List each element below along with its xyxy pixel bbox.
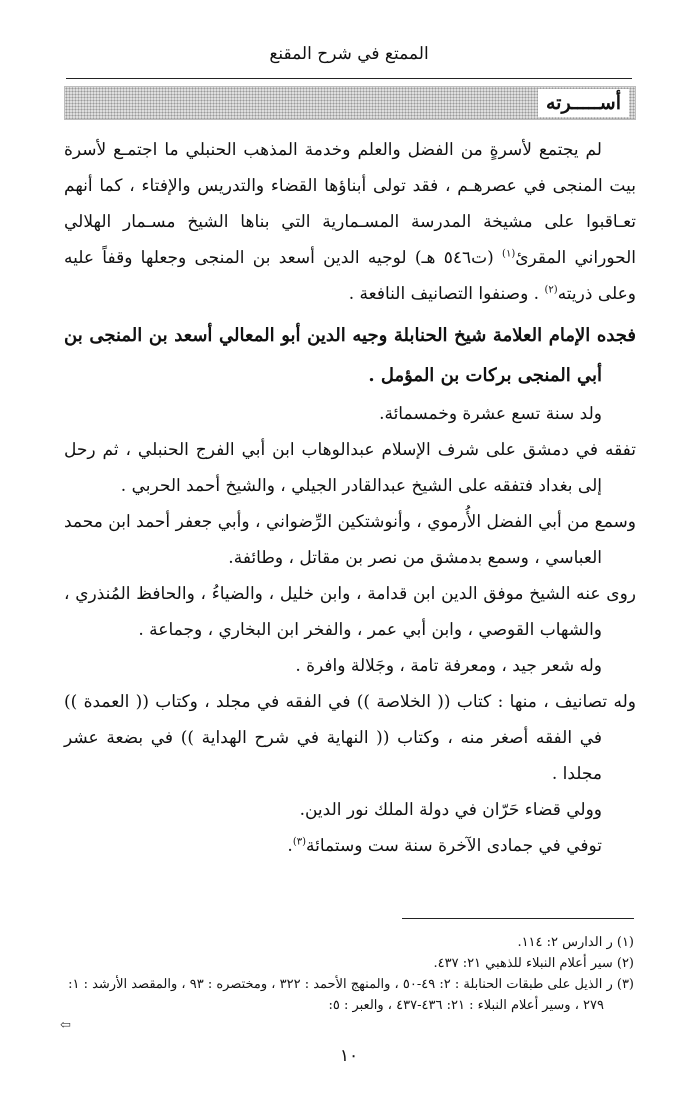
paragraph-heading-grandfather: فجده الإمام العلامة شيخ الحنابلة وجيه الدين أبو المعالي أسعد بن المنجى بن أبي المنجى بركات بن المؤمل . [64,325,636,386]
paragraph-study: تفقه في دمشق على شرف الإسلام عبدالوهاب ابن أبي الفرج الحنبلي ، ثم رحل إلى بغداد فتفقه على الشيخ عبدالقادر الجيلي ، والشيخ أحمد الحربي . [64,440,636,496]
footnote-rule [402,918,634,919]
footnote-ref: (١) [502,248,516,260]
header-rule [66,78,632,79]
footnote-ref: (٣) [292,836,306,848]
paragraph-poetry: وله شعر جيد ، ومعرفة تامة ، وجَلالة وافرة . [295,656,602,676]
footnote: (٢) سير أعلام النبلاء للذهبي ٢١: ٤٣٧. [433,956,634,971]
paragraph-birth: ولد سنة تسع عشرة وخمسمائة. [379,404,602,424]
paragraph-judgeship: وولي قضاء حَرّان في دولة الملك نور الدين. [299,800,602,820]
page-number: ١٠ [339,1046,359,1066]
paragraph-death: توفي في جمادى الآخرة سنة ست وستمائة$^{(٣)}$. [287,836,602,856]
paragraph-works: وله تصانيف ، منها : كتاب (( الخلاصة )) في الفقه في مجلد ، وكتاب (( العمدة )) في الفقه أصغر منه ، وكتاب (( النهاية في شرح الهداية )) في بضعة عشر مجلدا . [64,692,636,784]
section-title: أســـــرته [538,89,629,117]
footnote-ref: (٢) [544,284,558,296]
footnotes [58,932,634,1016]
running-head: الممتع في شرح المقنع [269,44,429,64]
section-heading-band [64,86,636,120]
body-text [64,132,636,864]
paragraph-heard: وسمع من أبي الفضل الأُرموي ، وأنوشتكين الرِّضواني ، وأبي جعفر أحمد ابن محمد العباسي ، وسمع بدمشق من نصر بن مقاتل ، وطائفة. [64,512,636,568]
footnote: (٣) ر الذيل على طبقات الحنابلة : ٢: ٤٩-٥٠ ، والمنهج الأحمد : ٣٢٢ ، ومختصره : ٩٣ ، والمقصد الأرشد : ١: ٢٧٩ ، وسير أعلام النبلاء : ٢١: ٤٣٦-٤٣٧ ، والعبر : ٥: [68,977,634,1013]
paragraph-family: لم يجتمع لأسرةٍ من الفضل والعلم وخدمة المذهب الحنبلي ما اجتمـع لأسرة بيت المنجى في عصرهـم ، فقد تولى أبناؤها القضاء والتدريس والإفتاء ، كما أنهم تعـاقبوا على مشيخة المدرسة المسـمارية التي بناها الشيخ مسـمار الهلالي الحوراني المقرئ$^{(١)}$ (ت٥٤٦ هـ) لوجيه الدين أسعد بن المنجى وجعلها وقفاً عليه وعلى ذريته$^{(٢)}$ . وصنفوا التصانيف النافعة . [64,140,636,304]
continuation-arrow-icon: ⇦ [60,1018,71,1033]
paragraph-narrators: روى عنه الشيخ موفق الدين ابن قدامة ، وابن خليل ، والضياءُ ، والحافظ المُنذري ، والشهاب القوصي ، وابن أبي عمر ، والفخر ابن البخاري ، وجماعة . [64,584,636,640]
footnote: (١) ر الدارس ٢: ١١٤. [517,935,634,950]
